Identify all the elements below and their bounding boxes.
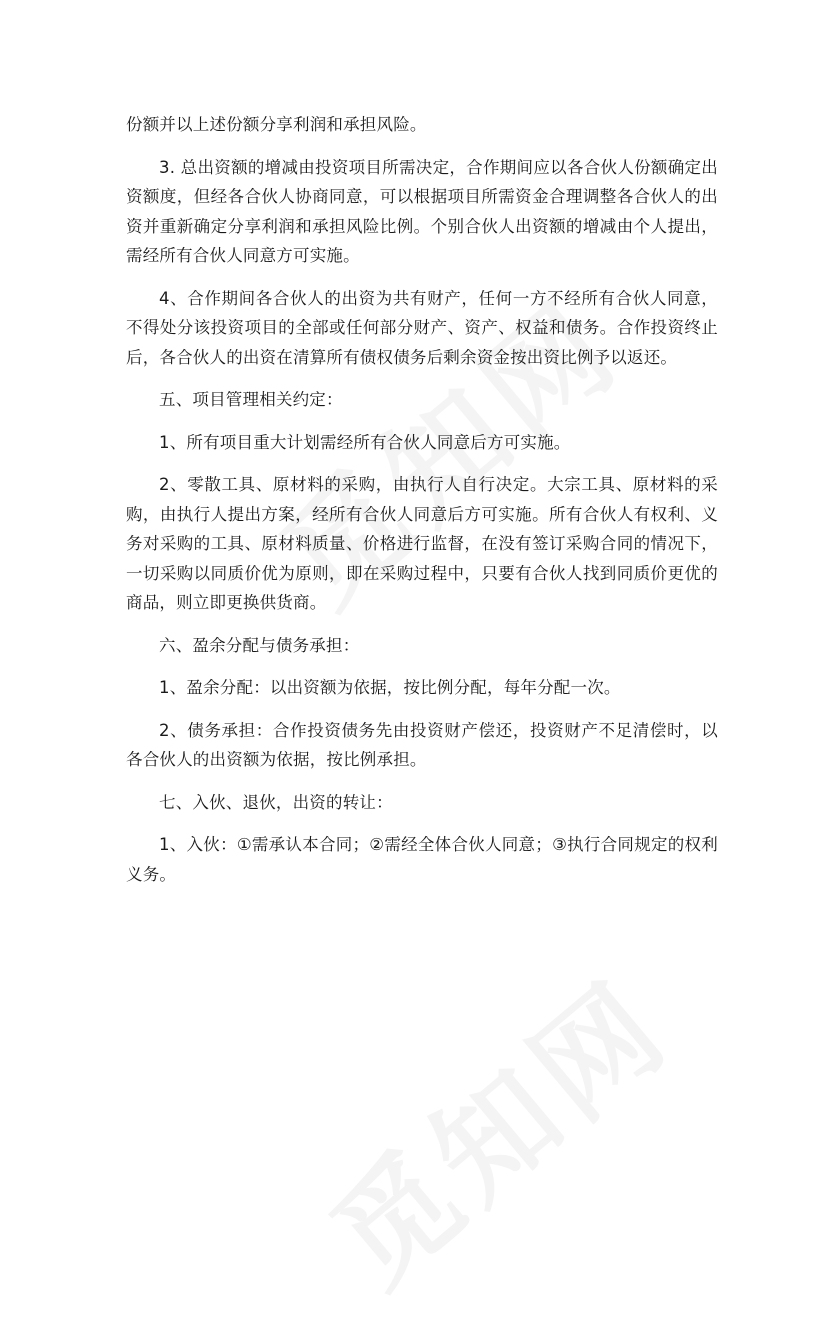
section-heading-7: 七、入伙、退伙，出资的转让： bbox=[159, 792, 393, 812]
paragraph-6-2: 2、债务承担：合作投资债务先由投资财产偿还，投资财产不足清偿时，以各合伙人的出资额为依据，按比例承担。 bbox=[126, 720, 718, 769]
paragraph-7-1: 1、入伙：①需承认本合同；②需经全体合伙人同意；③执行合同规定的权利义务。 bbox=[126, 835, 718, 884]
paragraph-5-1: 1、所有项目重大计划需经所有合伙人同意后方可实施。 bbox=[159, 432, 571, 452]
paragraph-continuation: 份额并以上述份额分享利润和承担风险。 bbox=[126, 115, 427, 134]
paragraph-5-2: 2、零散工具、原材料的采购，由执行人自行决定。大宗工具、原材料的采购，由执行人提出方案，经所有合伙人同意后方可实施。所有合伙人有权利、义务对采购的工具、原材料质量、价格进行监督，在没有签订采购合同的情况下，一切采购以同质价优为原则，即在采购过程中，只要有合伙人找到同质价更优的商品，则立即更换供货商。 bbox=[126, 475, 718, 612]
watermark bbox=[290, 935, 699, 1317]
paragraph-6-1: 1、盈余分配：以出资额为依据，按比例分配，每年分配一次。 bbox=[159, 678, 621, 697]
section-heading-5: 五、项目管理相关约定： bbox=[159, 390, 343, 409]
section-heading-6: 六、盈余分配与债务承担： bbox=[159, 635, 360, 655]
paragraph-clause-3: 3. 总出资额的增减由投资项目所需决定，合作期间应以各合伙人份额确定出资额度，但经各合伙人协商同意，可以根据项目所需资金合理调整各合伙人的出资并重新确定分享利润和承担风险比例。个别合伙人出资额的增减由个人提出，需经所有合伙人同意方可实施。 bbox=[126, 157, 718, 265]
paragraph-clause-4: 4、合作期间各合伙人的出资为共有财产，任何一方不经所有合伙人同意，不得处分该投资项目的全部或任何部分财产、资产、权益和债务。合作投资终止后，各合伙人的出资在清算所有债权债务后剩余资金按出资比例予以返还。 bbox=[126, 288, 718, 367]
document-body bbox=[126, 110, 718, 889]
